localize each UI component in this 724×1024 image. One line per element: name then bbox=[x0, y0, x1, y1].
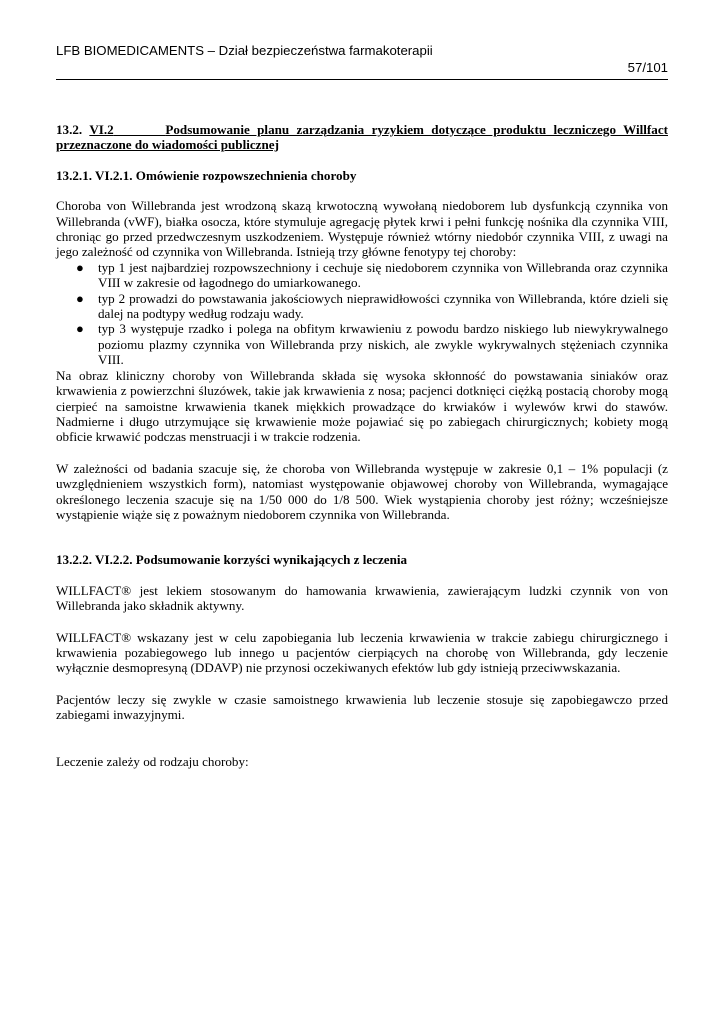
phenotype-type-3: typ 3 występuje rzadko i polega na obfitym krwawieniu z powodu bardzo niskiego lub niewykrywalnego poziomu plazmy czynnika von Willebranda przy niskich, ale zwykle wykrywalnych stężeniach czynnika VIII. bbox=[98, 321, 668, 368]
section-13-2-heading bbox=[56, 122, 668, 153]
phenotype-type-1: typ 1 jest najbardziej rozpowszechniony i cechuje się niedoborem czynnika von Willebranda oraz czynnika VIII w zakresie od łagodnego do umiarkowanego. bbox=[98, 259, 668, 291]
document-body bbox=[56, 122, 668, 769]
list-item bbox=[56, 321, 668, 367]
section-13-2-ref: VI.2 bbox=[89, 122, 114, 137]
prevalence-paragraph: W zależności od badania szacuje się, że choroba von Willebranda występuje w zakresie 0,1 – 1% populacji (z uwzględnieniem wszystkich form), natomiast występowanie objawowej choroby von Willebranda, wymagające określonego leczenia szacuje się na 1/50 000 do 1/8 500. Wiek wystąpienia choroby jest różny; wcześniejsze wystąpienie wiąże się z poważnym niedoborem czynnika von Willebranda. bbox=[56, 460, 668, 522]
bullet-icon: ● bbox=[76, 290, 84, 306]
phenotype-list bbox=[56, 260, 668, 368]
clinical-picture-paragraph: Na obraz kliniczny choroby von Willebranda składa się wysoka skłonność do powstawania siniaków oraz krwawienia z powierzchni śluzówek, takie jak krwawienia z nosa; pacjenci dotknięci ciężką postacią choroby mogą cierpieć na samoistne krwawienia tkanek miękkich prowadzące do krwiaków i wylewów krwi do stawów. Nadmierne i długo utrzymujące się krwawienie może pojawiać się po zabiegach chirurgicznych; kobiety mogą obficie krwawić podczas menstruacji i w trakcie rodzenia. bbox=[56, 367, 668, 445]
phenotype-type-2: typ 2 prowadzi do powstawania jakościowych nieprawidłowości czynnika von Willebranda, które dzieli się dalej na podtypy według rodzaju wady. bbox=[98, 290, 668, 322]
benefits-paragraph-3: Pacjentów leczy się zwykle w czasie samoistnego krwawienia lub leczenie stosuje się zapobiegawczo przed zabiegami inwazyjnymi. bbox=[56, 691, 668, 723]
section-13-2-1-heading: 13.2.1. VI.2.1. Omówienie rozpowszechnienia choroby bbox=[56, 167, 357, 183]
page-header bbox=[56, 43, 668, 80]
section-13-2-2-heading: 13.2.2. VI.2.2. Podsumowanie korzyści wynikających z leczenia bbox=[56, 552, 408, 568]
disease-intro-paragraph: Choroba von Willebranda jest wrodzoną skazą krwotoczną wywołaną niedoborem lub dysfunkcją czynnika von Willebranda (vWF), białka osocza, które stymuluje agregację płytek krwi i pełni funkcję nośnika dla czynnika VIII, chroniąc go przed przedwczesnym uszkodzeniem. Występuje również wtórny niedobór czynnika VIII, z uwagi na jego zależność od czynnika von Willebranda. Istnieją trzy główne fenotypy tej choroby: bbox=[56, 198, 668, 260]
list-item bbox=[56, 291, 668, 322]
section-13-2-number: 13.2. bbox=[56, 122, 83, 137]
section-13-2-title-line2: przeznaczone do wiadomości publicznej bbox=[56, 137, 279, 153]
benefits-paragraph-4: Leczenie zależy od rodzaju choroby: bbox=[56, 753, 249, 769]
benefits-paragraph-1: WILLFACT® jest lekiem stosowanym do hamowania krwawienia, zawierającym ludzki czynnik von von Willebranda jako składnik aktywny. bbox=[56, 582, 668, 614]
bullet-icon: ● bbox=[76, 321, 84, 337]
section-13-2-title-line1: Podsumowanie planu zarządzania ryzykiem dotyczące produktu leczniczego Willfact bbox=[165, 122, 668, 137]
benefits-paragraph-2: WILLFACT® wskazany jest w celu zapobiegania lub leczenia krwawienia w trakcie zabiegu chirurgicznego i krwawienia pozabiegowego lub innego u pacjentów cierpiących na chorobę von Willebranda, gdy leczenie wyłącznie desmopresyną (DDAVP) nie przynosi oczekiwanych efektów lub gdy istnieją przeciwwskazania. bbox=[56, 629, 668, 676]
list-item bbox=[56, 260, 668, 291]
header-title: LFB BIOMEDICAMENTS – Dział bezpieczeństwa farmakoterapii bbox=[56, 43, 433, 58]
page-number: 57/101 bbox=[627, 60, 668, 75]
bullet-icon: ● bbox=[76, 259, 84, 275]
